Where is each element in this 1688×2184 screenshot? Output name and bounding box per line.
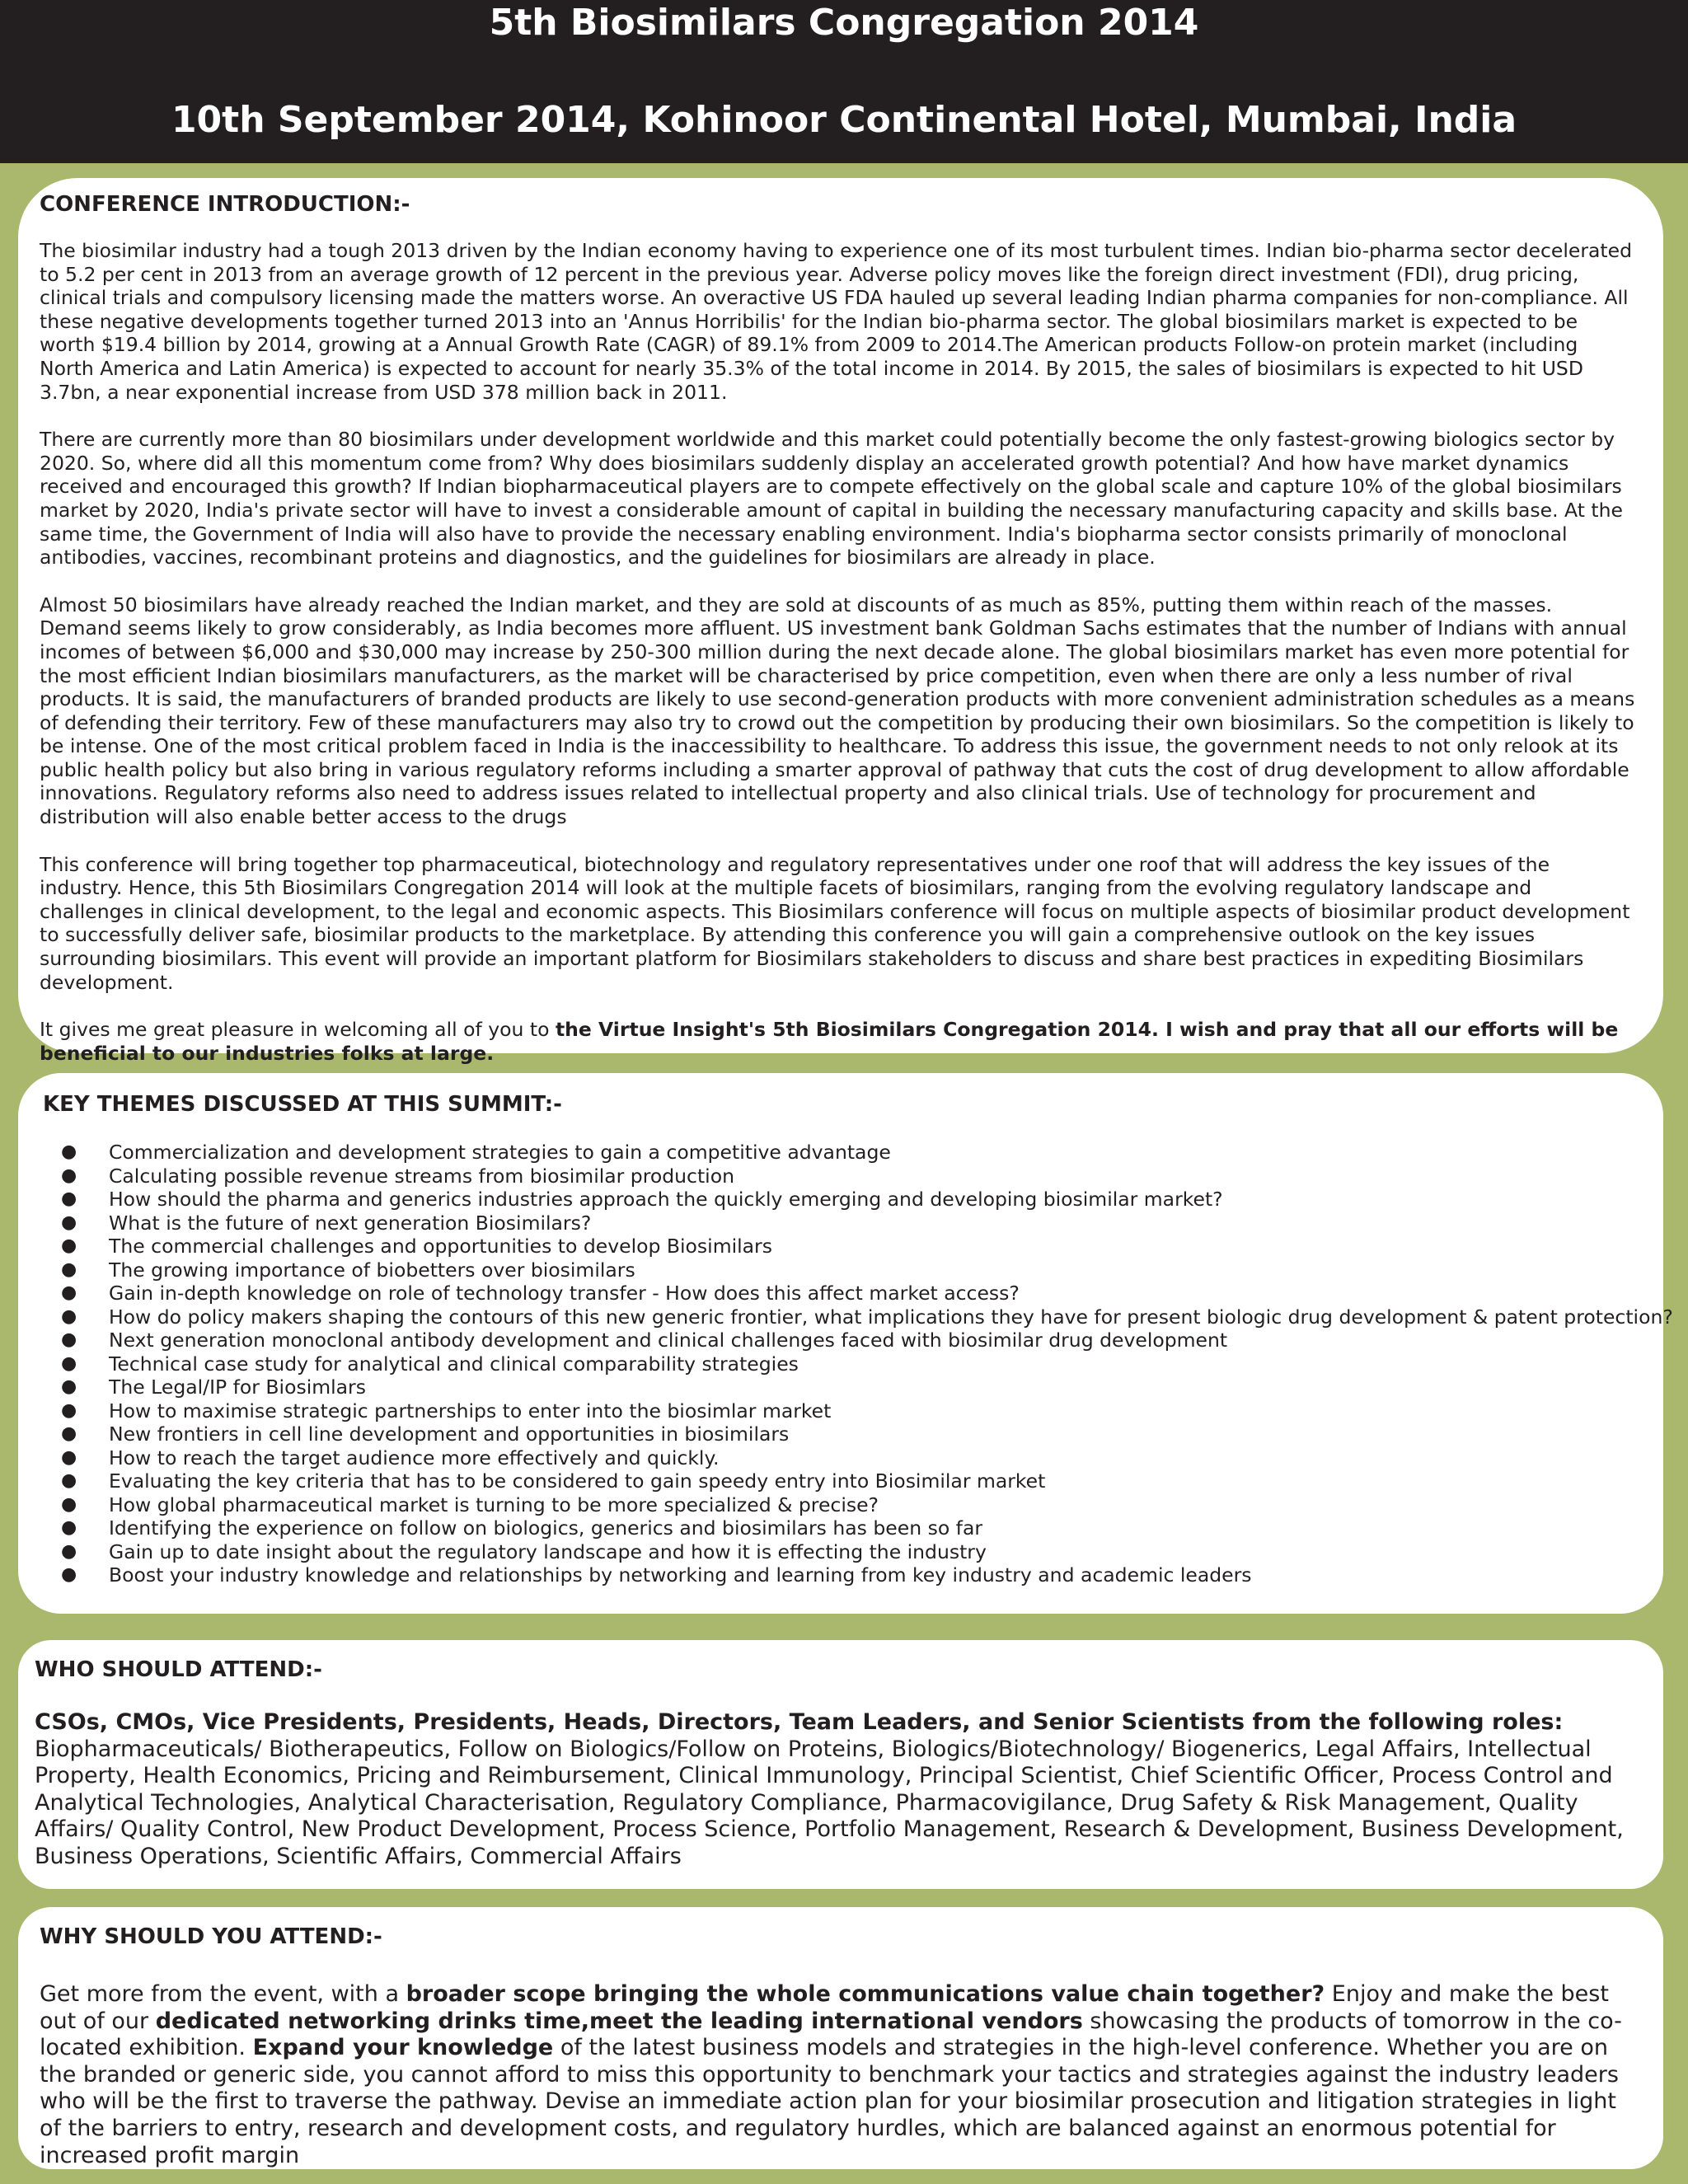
bullet-icon: ● [61,1493,77,1515]
theme-text: Boost your industry knowledge and relationships by networking and learning from key industry and academic leaders [109,1563,1252,1586]
text-run: Get more from the event, with a [40,1981,406,2007]
theme-item [43,1469,1647,1493]
bullet-icon: ● [61,1305,77,1327]
closing-emphasis: the Virtue Insight's 5th Biosimilars Congregation 2014. I wish and pray that all our efforts will be beneficial to our industries folks at large. [40,1018,1619,1065]
intro-closing [40,1018,1635,1065]
theme-item [43,1493,1647,1517]
theme-item [43,1165,1647,1188]
bullet-icon: ● [61,1517,77,1538]
theme-text: The commercial challenges and opportunities to develop Biosimilars [109,1235,772,1258]
intro-paragraph: The biosimilar industry had a tough 2013 driven by the Indian economy having to experience one of its most turbulent times. Indian bio-pharma sector decelerated to 5.2 per cent in 2013 from an average growth of 12 percent in the previous year. Adverse policy moves like the foreign direct investment (FDI), drug pricing, clinical trials and compulsory licensing made the matters worse. An overactive US FDA hauled up several leading Indian pharma companies for non-compliance. All these negative developments together turned 2013 into an 'Annus Horribilis' for the Indian bio-pharma sector. The global biosimilars market is expected to be worth $19.4 billion by 2014, growing at a Annual Growth Rate (CAGR) of 89.1% from 2009 to 2014.The American products Follow-on protein market (including North America and Latin America) is expected to account for nearly 35.3% of the total income in 2014. By 2015, the sales of biosimilars is expected to hit USD 3.7bn, a near exponential increase from USD 378 million back in 2011. [40,239,1633,404]
event-date-venue: 10th September 2014, Kohinoor Continental Hotel, Mumbai, India [171,99,1517,141]
bullet-icon: ● [61,1141,77,1162]
theme-item [43,1563,1647,1587]
bullet-icon: ● [61,1282,77,1303]
section-title: WHY SHOULD YOU ATTEND:- [40,1924,382,1949]
key-themes-panel [18,1073,1673,1614]
theme-item [43,1329,1647,1352]
closing-text: It gives me great pleasure in welcoming all of you to [40,1018,556,1042]
attendee-roles [35,1709,1639,1871]
section-title: WHO SHOULD ATTEND:- [35,1657,322,1682]
conference-introduction-panel [18,178,1663,1065]
theme-text: How should the pharma and generics industries approach the quickly emerging and developing biosimilar market? [109,1188,1223,1211]
theme-text: New frontiers in cell line development and opportunities in biosimilars [109,1422,790,1446]
theme-text: How to reach the target audience more effectively and quickly. [109,1446,720,1469]
theme-text: Technical case study for analytical and clinical comparability strategies [109,1352,799,1376]
why-attend-text [40,1981,1639,2169]
bullet-icon: ● [61,1399,77,1421]
theme-text: Gain up to date insight about the regulatory landscape and how it is effecting the industry [109,1540,987,1563]
theme-text: The growing importance of biobetters over biosimilars [109,1258,635,1282]
theme-item [43,1376,1647,1399]
section-title: CONFERENCE INTRODUCTION:- [40,192,410,217]
theme-item [43,1516,1647,1540]
text-emphasis: broader scope bringing the whole communications value chain together? [406,1981,1325,2007]
theme-text: How to maximise strategic partnerships to enter into the biosimlar market [109,1399,832,1422]
header-banner [0,0,1688,163]
theme-item [43,1399,1647,1423]
text-run: Enjoy and make the best out of our [40,1981,1609,2034]
bullet-icon: ● [61,1165,77,1186]
bullet-icon: ● [61,1446,77,1468]
text-emphasis: dedicated networking drinks time,meet the leading international vendors [155,2008,1083,2034]
section-title: KEY THEMES DISCUSSED AT THIS SUMMIT:- [43,1092,562,1117]
themes-list [43,1141,1673,1587]
text-emphasis: Expand your knowledge [252,2035,554,2061]
bullet-icon: ● [61,1212,77,1233]
intro-paragraph: This conference will bring together top pharmaceutical, biotechnology and regulatory representatives under one roof that will address the key issues of the industry. Hence, this 5th Biosimilars Congregation 2014 will look at the multiple facets of biosimilars, ranging from the evolving regulatory landscape and challenges in clinical development, to the legal and economic aspects. This Biosimilars conference will focus on multiple aspects of biosimilar product development to successfully deliver safe, biosimilar products to the marketplace. By attending this conference you will gain a comprehensive outlook on the key issues surrounding biosimilars. This event will provide an important platform for Biosimilars stakeholders to discuss and share best practices in expediting Biosimilars development. [40,852,1630,994]
text-run: showcasing the products of tomorrow in the co-located exhibition. [40,2008,1622,2061]
theme-item [43,1258,1647,1282]
bullet-icon: ● [61,1540,77,1562]
theme-item [43,1446,1647,1470]
event-title: 5th Biosimilars Congregation 2014 [489,2,1199,44]
theme-item [43,1235,1647,1258]
theme-text: Evaluating the key criteria that has to be considered to gain speedy entry into Biosimilar market [109,1469,1046,1493]
theme-text: How do policy makers shaping the contours of this new generic frontier, what implications they have for present biologic drug development & patent protection? [109,1305,1673,1329]
bullet-icon: ● [61,1470,77,1491]
bullet-icon: ● [61,1188,77,1209]
theme-item [43,1305,1673,1329]
bullet-icon: ● [61,1258,77,1280]
bullet-icon: ● [61,1376,77,1397]
theme-item [43,1540,1647,1564]
theme-item [43,1141,1647,1165]
theme-text: How global pharmaceutical market is turning to be more specialized & precise? [109,1493,879,1516]
why-attend-panel [18,1907,1663,2169]
bullet-icon: ● [61,1329,77,1350]
theme-text: Calculating possible revenue streams from biosimilar production [109,1164,734,1188]
bullet-icon: ● [61,1564,77,1585]
theme-text: Gain in-depth knowledge on role of technology transfer - How does this affect market access? [109,1282,1020,1305]
theme-item [43,1422,1647,1446]
theme-item [43,1188,1647,1212]
intro-paragraph: Almost 50 biosimilars have already reached the Indian market, and they are sold at discounts of as much as 85%, putting them within reach of the masses. Demand seems likely to grow considerably, as India becomes more affluent. US investment bank Goldman Sachs estimates that the number of Indians with annual incomes of between $6,000 and $30,000 may increase by 250-300 million during the next decade alone. The global biosimilars market has even more potential for the most efficient Indian biosimilars manufacturers, as the market will be characterised by price competition, even when there are only a less number of rival products. It is said, the manufacturers of branded products are likely to use second-generation products with more convenient administration schedules as a means of defending their territory. Few of these manufacturers may also try to crowd out the competition by producing their own biosimilars. So the competition is likely to be intense. One of the most critical problem faced in India is the inaccessibility to healthcare. To address this issue, the government needs to not only relook at its public health policy but also bring in various regulatory reforms including a smarter approval of pathway that cuts the cost of drug development to allow affordable innovations. Regulatory reforms also need to address issues related to intellectual property and also clinical trials. Use of technology for procurement and distribution will also enable better access to the drugs [40,593,1635,829]
theme-text: The Legal/IP for Biosimlars [109,1376,366,1399]
theme-text: Next generation monoclonal antibody development and clinical challenges faced with biosimilar drug development [109,1329,1228,1352]
theme-item [43,1282,1647,1305]
text-run: of the latest business models and strategies in the high-level conference. Whether you are on the branded or generic side, you cannot afford to miss this opportunity to benchmark your tactics and strategies against the industry leaders who will be the first to traverse the pathway. Devise an immediate action plan for your biosimilar prosecution and litigation strategies in light of the barriers to entry, research and development costs, and regulatory hurdles, which are balanced against an enormous potential for increased profit margin [40,2035,1619,2168]
attendee-role-list: Biopharmaceuticals/ Biotherapeutics, Follow on Biologics/Follow on Proteins, Biologics/Biotechnology/ Biogenerics, Legal Affairs, Intellectual Property, Health Economics, Pricing and Reimbursement, Clinical Immunology, Principal Scientist, Chief Scientific Officer, Process Control and Analytical Technologies, Analytical Characterisation, Regulatory Compliance, Pharmacovigilance, Drug Safety & Risk Management, Quality Affairs/ Quality Control, New Product Development, Process Science, Portfolio Management, Research & Development, Business Development, Business Operations, Scientific Affairs, Commercial Affairs [35,1736,1624,1869]
bullet-icon: ● [61,1352,77,1374]
theme-text: Identifying the experience on follow on biologics, generics and biosimilars has been so far [109,1516,983,1540]
theme-item [43,1352,1647,1376]
bullet-icon: ● [61,1423,77,1444]
theme-item [43,1212,1647,1235]
bullet-icon: ● [61,1235,77,1256]
intro-paragraph: There are currently more than 80 biosimilars under development worldwide and this market could potentially become the only fastest-growing biologics sector by 2020. So, where did all this momentum come from? Why does biosimilars suddenly display an accelerated growth potential? And how have market dynamics received and encouraged this growth? If Indian biopharmaceutical players are to compete effectively on the global scale and capture 10% of the global biosimilars market by 2020, India's private sector will have to invest a considerable amount of capital in building the necessary manufacturing capacity and skills base. At the same time, the Government of India will also have to provide the necessary enabling environment. India's biopharma sector consists primarily of monoclonal antibodies, vaccines, recombinant proteins and diagnostics, and the guidelines for biosimilars are already in place. [40,428,1623,569]
attendee-titles: CSOs, CMOs, Vice Presidents, Presidents, Heads, Directors, Team Leaders, and Senior Scientists from the following roles: [35,1709,1564,1735]
who-should-attend-panel [18,1640,1663,1889]
theme-text: What is the future of next generation Biosimilars? [109,1211,592,1235]
theme-text: Commercialization and development strategies to gain a competitive advantage [109,1141,891,1164]
